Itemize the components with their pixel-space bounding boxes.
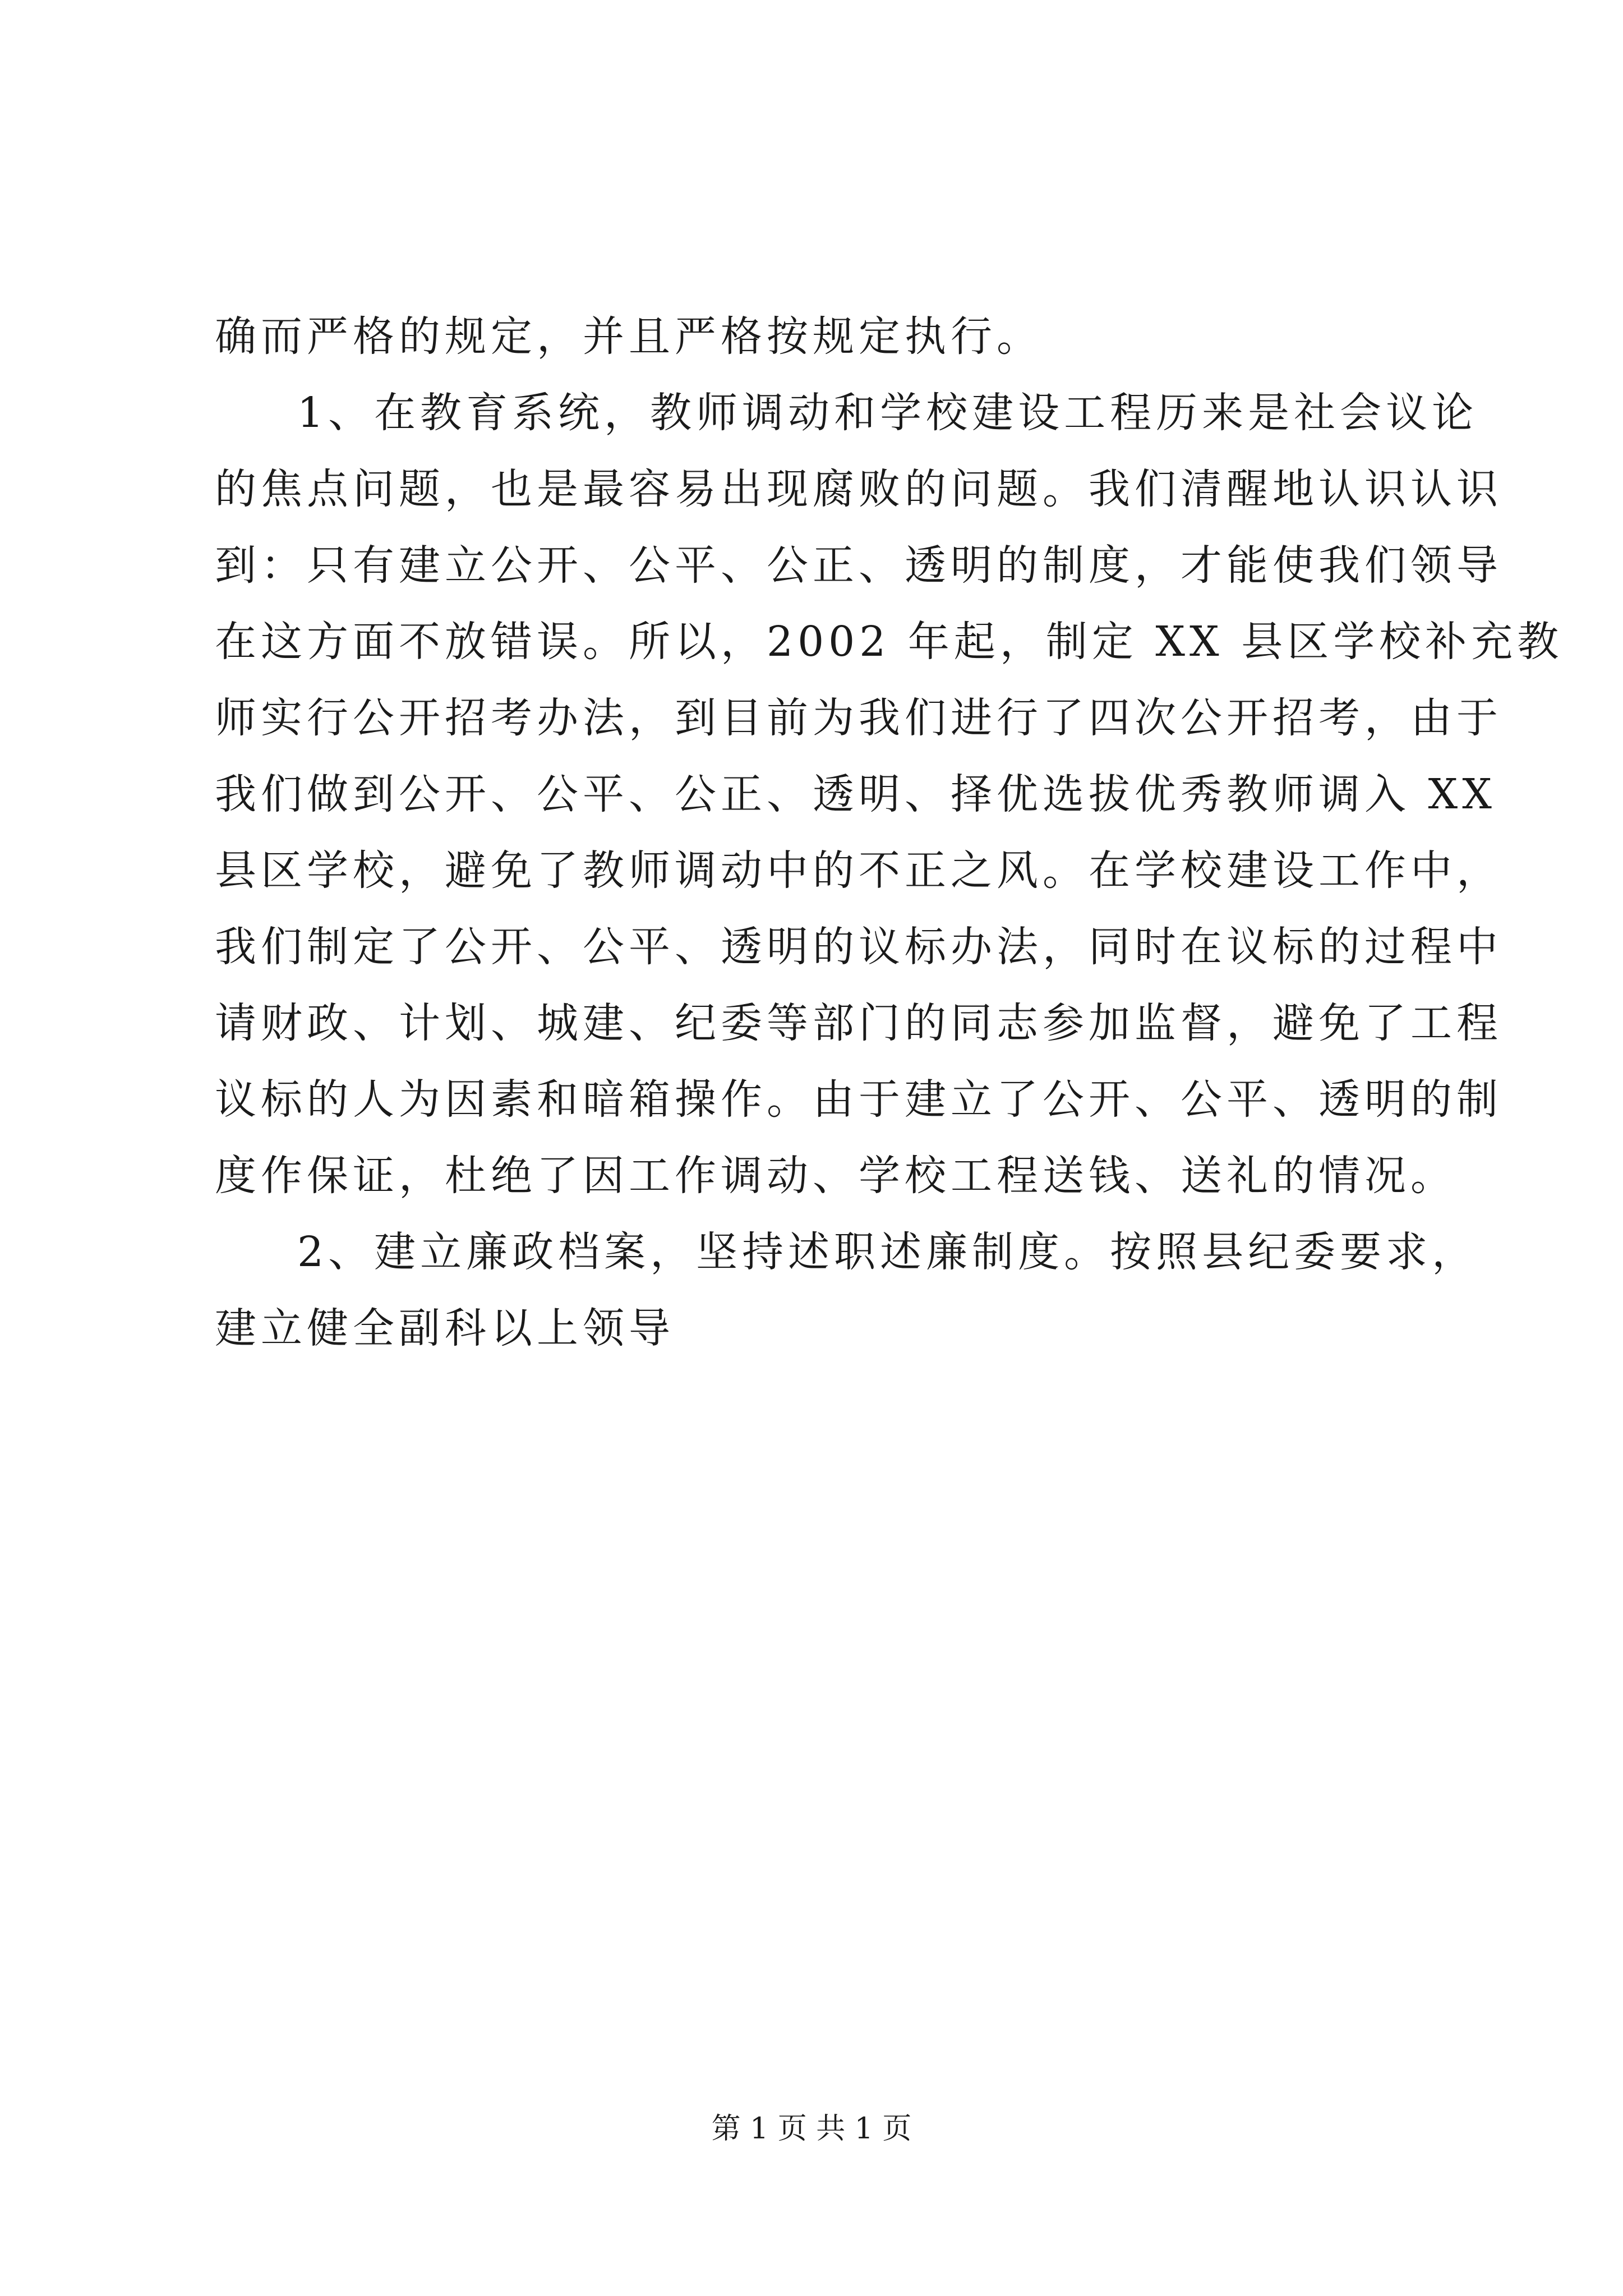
text-line: 的焦点问题，也是最容易出现腐败的问题。我们清醒地认识认识 <box>215 465 1502 513</box>
text-line: 1、在教育系统，教师调动和学校建设工程历来是社会议论 <box>297 389 1478 437</box>
text-line: 确而严格的规定，并且严格按规定执行。 <box>215 312 1043 361</box>
text-line: 议标的人为因素和暗箱操作。由于建立了公开、公平、透明的制 <box>215 1075 1502 1124</box>
text-line: 县区学校，避免了教师调动中的不正之风。在学校建设工作中， <box>215 846 1502 895</box>
page-footer: 第 1 页 共 1 页 <box>711 2112 912 2146</box>
text-line: 我们制定了公开、公平、透明的议标办法，同时在议标的过程中 <box>215 923 1502 971</box>
text-line: 到：只有建立公开、公平、公正、透明的制度，才能使我们领导 <box>215 541 1502 590</box>
text-line: 请财政、计划、城建、纪委等部门的同志参加监督，避免了工程 <box>215 999 1502 1047</box>
text-line: 2、建立廉政档案，坚持述职述廉制度。按照县纪委要求， <box>297 1228 1478 1276</box>
text-line: 在这方面不放错误。所以，2002 年起，制定 XX 县区学校补充教 <box>215 618 1564 666</box>
text-line: 建立健全副科以上领导 <box>215 1304 675 1352</box>
text-line: 师实行公开招考办法，到目前为我们进行了四次公开招考，由于 <box>215 694 1502 742</box>
text-line: 我们做到公开、公平、公正、透明、择优选拔优秀教师调入 XX <box>215 770 1496 818</box>
text-line: 度作保证，杜绝了因工作调动、学校工程送钱、送礼的情况。 <box>215 1152 1456 1200</box>
